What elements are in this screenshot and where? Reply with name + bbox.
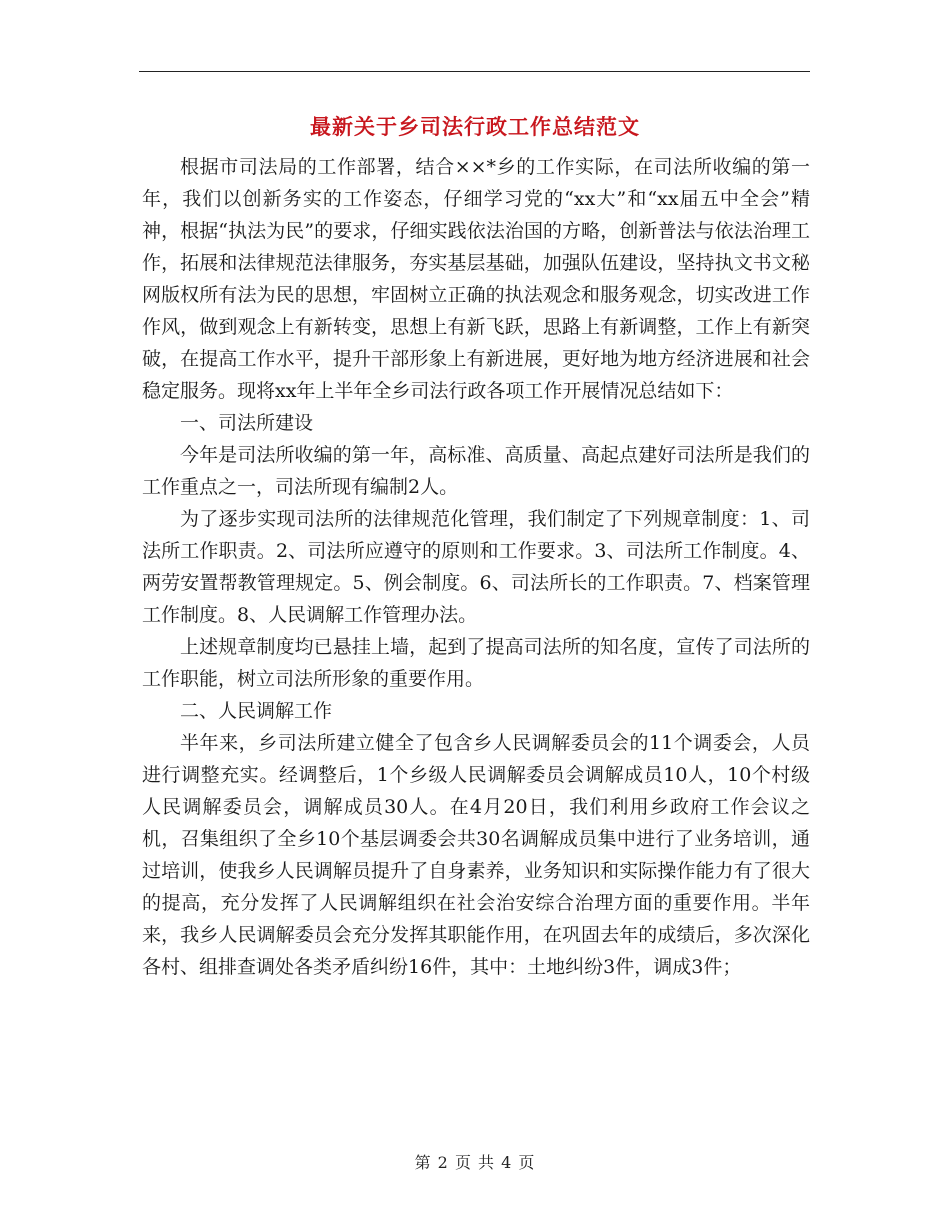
document-body bbox=[142, 151, 810, 983]
section-heading-1: 一、司法所建设 bbox=[180, 412, 314, 434]
header-rule bbox=[139, 71, 810, 72]
body-paragraph-intro: 根据市司法局的工作部署，结合××*乡的工作实际，在司法所收编的第一年，我们以创新务实的工作姿态，仔细学习党的“xx大”和“xx届五中全会”精神，根据“执法为民”的要求，仔细实践依法治国的方略，创新普法与依法治理工作，拓展和法律规范法律服务，夯实基层基础，加强队伍建设，坚持执文书文秘网版权所有法为民的思想，牢固树立正确的执法观念和服务观念，切实改进工作作风，做到观念上有新转变，思想上有新飞跃，思路上有新调整，工作上有新突破，在提高工作水平，提升干部形象上有新进展，更好地为地方经济进展和社会稳定服务。现将xx年上半年全乡司法行政各项工作开展情况总结如下： bbox=[142, 156, 810, 402]
body-paragraph: 今年是司法所收编的第一年，高标准、高质量、高起点建好司法所是我们的工作重点之一，司法所现有编制2人。 bbox=[142, 444, 810, 498]
page-number: 第 2 页 共 4 页 bbox=[414, 1153, 536, 1172]
body-paragraph: 半年来，乡司法所建立健全了包含乡人民调解委员会的11个调委会，人员进行调整充实。经调整后，1个乡级人民调解委员会调解成员10人，10个村级人民调解委员会，调解成员30人。在4月20日，我们利用乡政府工作会议之机，召集组织了全乡10个基层调委会共30名调解成员集中进行了业务培训，通过培训，使我乡人民调解员提升了自身素养，业务知识和实际操作能力有了很大的提高，充分发挥了人民调解组织在社会治安综合治理方面的重要作用。半年来，我乡人民调解委员会充分发挥其职能作用，在巩固去年的成绩后，多次深化各村、组排查调处各类矛盾纠纷16件，其中：土地纠纷3件，调成3件； bbox=[142, 732, 810, 978]
document-title: 最新关于乡司法行政工作总结范文 bbox=[310, 114, 640, 139]
section-heading-2: 二、人民调解工作 bbox=[180, 700, 333, 722]
body-paragraph: 为了逐步实现司法所的法律规范化管理，我们制定了下列规章制度：1、司法所工作职责。2、司法所应遵守的原则和工作要求。3、司法所工作制度。4、两劳安置帮教管理规定。5、例会制度。6、司法所长的工作职责。7、档案管理工作制度。8、人民调解工作管理办法。 bbox=[142, 508, 810, 626]
body-paragraph: 上述规章制度均已悬挂上墙，起到了提高司法所的知名度，宣传了司法所的工作职能，树立司法所形象的重要作用。 bbox=[142, 636, 810, 690]
